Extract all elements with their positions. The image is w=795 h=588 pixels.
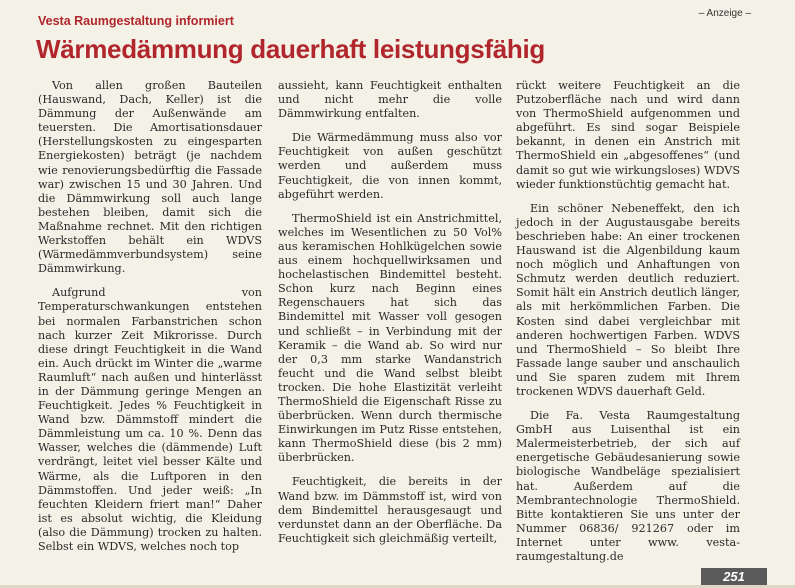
kicker: Vesta Raumgestaltung informiert: [38, 14, 234, 28]
paragraph: rückt weitere Feuchtigkeit an die Putzoberfläche nach und wird dann von ThermoShield aufgenommen und abgeführt. Es sind sogar Beispiele bekannt, in denen ein Anstrich mit ThermoShield ein „abgesoffenes“ (und damit so gut wie wirkungsloses) WDVS wieder funktionstüchtig gemacht hat.: [516, 79, 740, 191]
page-number: 251: [701, 568, 767, 585]
paragraph: Die Wärmedämmung muss also vor Feuchtigkeit von außen geschützt werden und außerdem muss Feuchtigkeit, die von innen kommt, abgeführt werden.: [278, 131, 502, 201]
article-column-1: [38, 79, 262, 564]
paragraph: Feuchtigkeit, die bereits in der Wand bzw. im Dämmstoff ist, wird von dem Bindemittel herausgesaugt und verdunstet dann an der Oberfläche. Da Feuchtigkeit sich gleichmäßig verteilt,: [278, 475, 502, 545]
paragraph: ThermoShield ist ein Anstrichmittel, welches im Wesentlichen zu 50 Vol% aus keramischen Hohlkügelchen sowie aus einem hochquellwirksamen und hochelastischen Bindemittel besteht. Schon kurz nach Beginn eines Regenschauers hat sich das Bindemittel mit Wasser voll gesogen und schließt – in Verbindung mit der Keramik – die Wand ab. So wird nur der 0,3 mm starke Wandanstrich feucht und die Wand selbst bleibt trocken. Die hohe Elastizität verleiht ThermoShield die Eigenschaft Risse zu überbrücken. Wenn durch thermische Einwirkungen im Putz Risse entstehen, kann ThermoShield diese (bis 2 mm) überbrücken.: [278, 211, 502, 465]
page-title: Wärmedämmung dauerhaft leistungsfähig: [36, 34, 545, 64]
paragraph: aussieht, kann Feuchtigkeit enthalten und nicht mehr die volle Dämmwirkung entfalten.: [278, 79, 502, 121]
ad-label: – Anzeige –: [698, 8, 751, 19]
paragraph: Ein schöner Nebeneffekt, den ich jedoch in der Augustausgabe bereits beschrieben habe: An einer trockenen Hauswand ist die Algenbildung kaum noch möglich und Anhaftungen von Schmutz werden deutlich reduziert. Somit hält ein Anstrich deutlich länger, als mit herkömmlichen Farben. Die Kosten sind dabei vergleichbar mit anderen hochwertigen Farben. WDVS und ThermoShield – So bleibt Ihre Fassade lange sauber und anschaulich und Sie sparen zudem mit Ihrem trockenen WDVS dauerhaft Geld.: [516, 201, 740, 398]
paragraph: Von allen großen Bauteilen (Hauswand, Dach, Keller) ist die Dämmung der Außenwände am teuersten. Die Amortisationsdauer (Herstellungskosten zu eingesparten Energiekosten) beträgt (je nachdem wie renovierungsbedürftig die Fassade war) zwischen 15 und 30 Jahren. Und die Dämmwirkung soll auch lange bestehen bleiben, damit sich die Maßnahme rechnet. Mit den richtigen Werkstoffen behält ein WDVS (Wärmedämmverbundsystem) seine Dämmwirkung.: [38, 79, 262, 276]
article-column-3: [516, 79, 740, 574]
article-column-2: [278, 79, 502, 556]
paragraph: Die Fa. Vesta Raumgestaltung GmbH aus Luisenthal ist ein Malermeisterbetrieb, der sich auf energetische Gebäudesanierung sowie biologische Wandbeläge spezialisiert hat. Außerdem auf die Membrantechnologie ThermoShield. Bitte kontaktieren Sie uns unter der Nummer 06836/ 921267 oder im Internet unter www. vesta-raumgestaltung.de: [516, 409, 740, 563]
paragraph: Aufgrund von Temperaturschwankungen entstehen bei normalen Farbanstrichen schon nach kurzer Zeit Mikrorisse. Durch diese dringt Feuchtigkeit in die Wand ein. Auch drückt im Winter die „warme Raumluft“ nach außen und hinterlässt in der Dämmung geringe Mengen an Feuchtigkeit. Jedes % Feuchtigkeit in Wand bzw. Dämmstoff mindert die Dämmleistung um ca. 10 %. Denn das Wasser, welches die (dämmende) Luft verdrängt, leitet viel besser Kälte und Wärme, als die Luftporen in den Dämmstoffen. Und jeder weiß: „In feuchten Kleidern friert man!“ Daher ist es absolut wichtig, die Kleidung (also die Dämmung) trocken zu halten. Selbst ein WDVS, welches noch top: [38, 286, 262, 553]
